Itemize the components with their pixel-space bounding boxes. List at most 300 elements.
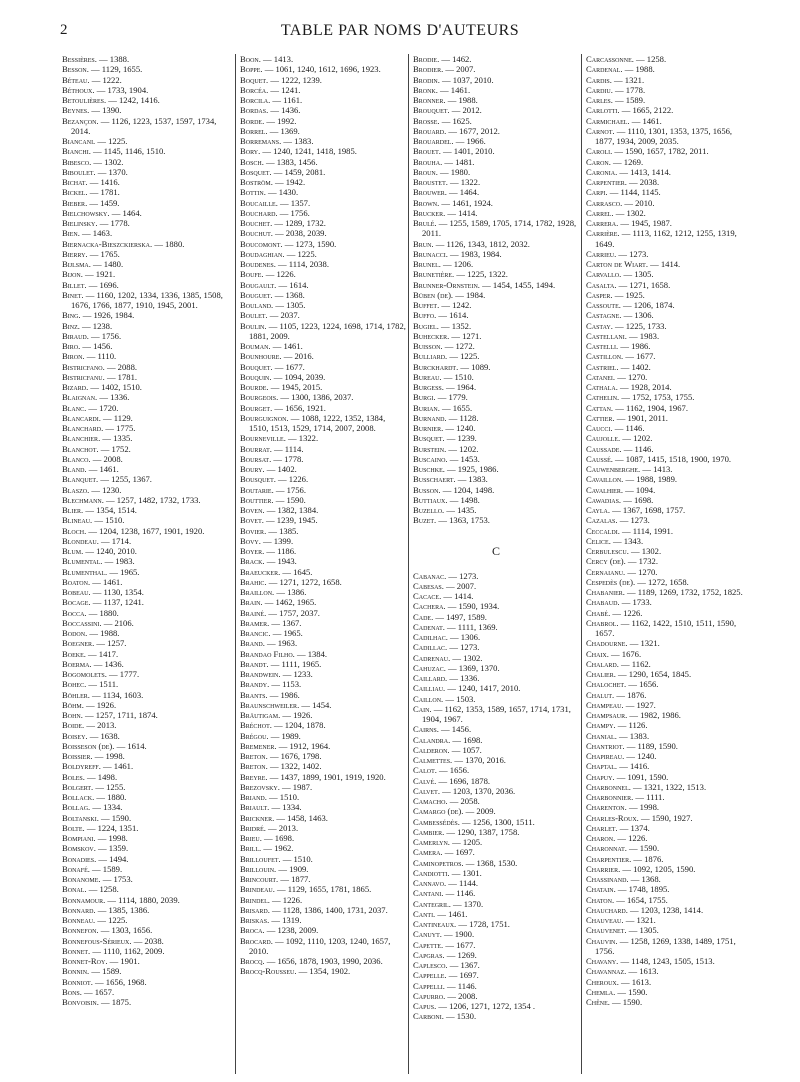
page-references: — 2007. <box>446 580 477 591</box>
page-references: — 1614. <box>438 310 469 321</box>
index-entry <box>586 833 752 843</box>
page-references: — 1613. <box>628 966 659 977</box>
index-entry <box>586 638 752 648</box>
index-entry <box>586 679 752 689</box>
index-entry <box>240 362 406 372</box>
page-references: — 1876. <box>633 853 664 864</box>
author-name: Bureau. <box>413 371 442 382</box>
page-references: — 1732. <box>627 556 658 567</box>
author-name: Bonnin. <box>62 966 90 977</box>
page-references: — 1657. <box>84 986 115 997</box>
page-references: — 1655. <box>442 402 473 413</box>
page-references: — 1964. <box>446 382 477 392</box>
index-entry <box>586 423 752 433</box>
index-entry <box>62 833 232 843</box>
author-name: Brandy. <box>240 679 270 690</box>
author-name: Bourrat. <box>240 443 272 454</box>
author-name: Brosse. <box>413 115 440 126</box>
page-references: — 1390. <box>91 105 122 116</box>
author-name: Bouguet. <box>240 289 273 300</box>
index-entry <box>413 249 579 259</box>
author-name: Cappelli. <box>413 980 445 991</box>
index-entry <box>240 474 406 484</box>
author-name: Cairns. <box>413 724 439 735</box>
author-name: Carrieu. <box>586 248 617 259</box>
page-references: — 1697. <box>448 970 479 981</box>
page-references: — 1370. <box>97 166 128 177</box>
author-name: Brulé. <box>413 218 437 228</box>
index-entry <box>62 956 232 966</box>
page-references: — 1481. <box>444 156 475 167</box>
author-name: Burian. <box>413 402 440 413</box>
page-references: — 1367, 1698, 1757. <box>612 505 686 515</box>
author-name: Bonanome. <box>62 874 101 884</box>
index-entry <box>240 105 406 115</box>
author-name: Buisson. <box>413 341 443 351</box>
index-entry <box>586 372 752 382</box>
index-entry <box>62 105 232 115</box>
page-references: — 1781. <box>106 371 138 382</box>
page-references: — 1461. <box>631 115 662 126</box>
index-entry <box>240 95 406 105</box>
author-name: Bocage. <box>62 597 91 608</box>
page-number: 2 <box>60 22 68 38</box>
index-entry <box>62 423 232 433</box>
author-name: Caujolle. <box>586 433 621 444</box>
index-entry <box>240 351 406 361</box>
author-name: Boon. <box>240 54 261 64</box>
page-references: — 1464. <box>449 187 480 198</box>
page-references: — 1590, 1657, 1782, 2011. <box>614 146 709 157</box>
author-name: Boven. <box>240 505 265 515</box>
author-name: Cheroux. <box>586 976 619 987</box>
index-entry <box>413 300 579 310</box>
index-entry <box>240 310 406 320</box>
page-references: — 1401, 2010. <box>443 146 495 157</box>
page-references: — 1206, 1271, 1272, 1354 . <box>438 1001 536 1011</box>
index-entry <box>240 485 406 495</box>
index-entry <box>240 956 406 966</box>
page-references: — 1530. <box>446 1011 477 1022</box>
author-name: Cernaianu. <box>586 566 626 577</box>
author-name: Carnot. <box>586 125 615 136</box>
page-references: — 1656. <box>439 765 470 776</box>
index-entry <box>413 495 579 505</box>
index-entry <box>62 249 232 259</box>
page-references: — 1463. <box>82 228 113 239</box>
author-name: Chaix. <box>586 648 609 659</box>
index-entry <box>62 751 232 761</box>
author-name: Calandra. <box>413 734 451 745</box>
author-name: Casper. <box>586 289 613 300</box>
page-references: — 1461, 1924. <box>441 197 493 208</box>
index-entry <box>413 847 579 857</box>
page-references: — 1456. <box>441 724 472 735</box>
page-references: — 1273. <box>619 515 650 526</box>
page-references: — 1374. <box>619 822 650 833</box>
author-name: Bolte. <box>62 822 85 833</box>
author-name: Chabanier. <box>586 587 625 597</box>
index-entry <box>586 731 752 741</box>
author-name: Bronk. <box>413 84 438 95</box>
page-references: — 1092, 1205, 1590. <box>622 863 696 874</box>
author-name: Cazalas. <box>586 515 618 526</box>
index-entry <box>62 331 232 341</box>
author-name: Cabesas. <box>413 580 444 591</box>
author-name: Chavannaz. <box>586 966 627 977</box>
index-entry <box>62 341 232 351</box>
index-entry <box>586 556 752 566</box>
index-entry <box>586 618 752 639</box>
author-name: Buscaino. <box>413 453 448 464</box>
index-entry <box>62 802 232 812</box>
author-name: Brodier. <box>413 64 444 75</box>
author-name: Bosch. <box>240 156 264 167</box>
author-name: Camargo (de). <box>413 806 464 817</box>
author-name: Bonnefon. <box>62 925 99 936</box>
page-references: — 1148, 1243, 1505, 1513. <box>620 956 715 966</box>
page-references: — 1383. <box>619 730 650 741</box>
page-references: — 1756. <box>91 330 122 341</box>
page-references: — 2007. <box>445 64 476 75</box>
index-column-4 <box>581 54 752 1074</box>
author-name: Bizard. <box>62 382 89 392</box>
page-references: — 1128, 1386, 1400, 1731, 2037. <box>272 904 388 915</box>
page-references: — 1511. <box>88 679 119 690</box>
author-name: Cavalhier. <box>586 484 623 495</box>
index-entry <box>586 105 752 115</box>
index-entry <box>62 823 232 833</box>
author-name: Bourget. <box>240 402 273 413</box>
page-references: — 1240. <box>445 423 476 433</box>
author-name: Bielinsky. <box>62 218 98 228</box>
author-name: Cadrenau. <box>413 652 451 663</box>
author-name: Cabanac. <box>413 570 447 581</box>
author-name: Champsaur. <box>586 710 628 720</box>
page-references: — 1305. <box>628 925 659 936</box>
index-entry <box>62 64 232 74</box>
author-name: Bollack. <box>62 792 95 802</box>
page-references: — 1146. <box>447 980 477 991</box>
index-entry <box>240 567 406 577</box>
page-references: — 1321. <box>614 74 645 85</box>
index-entry <box>586 126 752 147</box>
page-references: — 1240, 1417, 2010. <box>447 683 521 694</box>
author-name: Burstein. <box>413 443 447 454</box>
author-name: Buffet. <box>413 300 440 310</box>
author-name: Boucomont. <box>240 238 283 249</box>
author-name: Cambier. <box>413 826 445 837</box>
author-name: Boulet. <box>240 310 268 321</box>
author-name: Chêne. <box>586 997 610 1007</box>
author-name: Cantegril. <box>413 898 451 909</box>
author-name: Boury. <box>240 464 265 474</box>
page-references: — 1359. <box>98 843 129 854</box>
index-entry <box>586 690 752 700</box>
index-entry <box>240 905 406 915</box>
author-name: Champy. <box>586 720 616 731</box>
author-name: Borde. <box>240 115 265 126</box>
author-name: Chadourne. <box>586 638 628 649</box>
page-references: — 1696. <box>88 279 119 290</box>
page-references: — 1273, 1590. <box>284 238 337 249</box>
author-name: Brunetière. <box>413 269 455 280</box>
author-name: Borremans. <box>240 136 282 146</box>
page-references: — 1779. <box>437 392 468 403</box>
page-references: — 1368. <box>630 874 661 884</box>
author-name: Bezançon. <box>62 115 99 126</box>
index-entry <box>413 683 579 693</box>
author-name: Boccassini. <box>62 617 102 628</box>
index-entry <box>586 895 752 905</box>
page-references: — 1357. <box>280 197 311 208</box>
page-references: — 1126, 1223, 1537, 1597, 1734, 2014. <box>71 115 217 136</box>
index-entry <box>586 741 752 751</box>
author-name: Bonvoisin. <box>62 997 99 1007</box>
author-name: Bierry. <box>62 248 88 259</box>
page-references: — 1926, 1984. <box>82 310 135 321</box>
page-references: — 1110, 1301, 1353, 1375, 1656, 1877, 1934, 2009, 2035. <box>595 125 733 146</box>
index-entry <box>240 515 406 525</box>
author-name: Brainé. <box>240 607 267 618</box>
index-entry <box>413 1001 579 1011</box>
index-entry <box>62 915 232 925</box>
page-references: — 1942. <box>275 177 306 187</box>
author-name: Blanco. <box>62 453 91 464</box>
author-name: Cattan. <box>586 402 614 413</box>
author-name: Capgras. <box>413 949 445 960</box>
index-entry <box>586 761 752 771</box>
page-references: — 1269. <box>446 949 477 960</box>
page-references: — 2012. <box>451 105 482 116</box>
author-name: Bonafé. <box>62 863 90 874</box>
page-references: — 1226. <box>265 269 296 280</box>
index-entry <box>62 690 232 700</box>
page-references: — 1462. <box>441 54 472 64</box>
author-name: Camera. <box>413 847 443 858</box>
page-references: — 1241. <box>270 84 301 95</box>
index-entry <box>586 813 752 823</box>
index-entry <box>62 649 232 659</box>
index-entry <box>240 741 406 751</box>
author-name: Cachera. <box>413 601 446 612</box>
author-name: Caminopetros. <box>413 857 464 868</box>
author-name: Ceccaldi. <box>586 525 620 536</box>
index-entry <box>586 392 752 402</box>
page-references: — 1928, 2014. <box>620 382 672 392</box>
index-entry <box>586 433 752 443</box>
author-name: Bonnard. <box>62 904 96 915</box>
index-entry <box>413 776 579 786</box>
author-name: Calderon. <box>413 744 450 755</box>
page-references: — 1464. <box>111 207 142 218</box>
author-name: Chapuy. <box>586 771 615 782</box>
index-entry <box>240 536 406 546</box>
index-column-1 <box>62 54 232 1074</box>
author-name: Billet. <box>62 279 87 290</box>
index-entry <box>413 157 579 167</box>
index-entry <box>62 864 232 874</box>
page-references: — 1656, 1921. <box>274 402 326 413</box>
page-references: — 1146. <box>445 888 476 899</box>
index-entry <box>240 966 406 976</box>
page-references: — 1987. <box>282 781 313 792</box>
author-name: Bousquet. <box>240 474 276 485</box>
page-references: — 1456. <box>82 341 113 351</box>
page-references: — 1092, 1110, 1203, 1240, 1657, 2010. <box>249 935 391 956</box>
author-name: Cavaillon. <box>586 474 624 485</box>
index-entry <box>62 761 232 771</box>
author-name: Busson. <box>413 484 441 495</box>
index-entry <box>62 392 232 402</box>
author-name: Boursat. <box>240 453 272 464</box>
index-entry <box>586 249 752 259</box>
author-name: Brouardel. <box>413 136 454 146</box>
index-entry <box>413 981 579 991</box>
author-name: Bons. <box>62 986 82 997</box>
author-name: Chauchard. <box>586 904 628 915</box>
author-name: Bomskov. <box>62 843 96 854</box>
page-references: — 1498. <box>87 771 118 782</box>
author-name: Braeucker. <box>240 566 281 577</box>
index-entry <box>413 796 579 806</box>
index-entry <box>240 659 406 669</box>
author-name: Bijon. <box>62 269 83 280</box>
author-name: Calvé. <box>413 775 437 786</box>
author-name: Cawadias. <box>586 494 622 505</box>
index-entry <box>413 177 579 187</box>
author-name: Briault. <box>240 802 270 813</box>
index-entry <box>586 823 752 833</box>
author-name: Bottin. <box>240 187 266 198</box>
page-references: — 1225, 1322. <box>456 269 508 280</box>
author-name: Burgess. <box>413 382 444 392</box>
index-entry <box>413 464 579 474</box>
index-entry <box>586 546 752 556</box>
index-entry <box>62 269 232 279</box>
index-entry <box>62 813 232 823</box>
author-name: Bompiani. <box>62 833 96 843</box>
index-entry <box>586 85 752 95</box>
index-entry <box>586 843 752 853</box>
index-entry <box>240 239 406 249</box>
page-references: — 1459. <box>89 197 120 208</box>
page-references: — 1880. <box>154 238 185 249</box>
author-name: Bordas. <box>240 105 269 116</box>
index-entry <box>240 679 406 689</box>
page-references: — 1399. <box>263 535 294 546</box>
page-references: — 1305. <box>623 269 654 280</box>
page-references: — 1921. <box>85 269 116 280</box>
index-entry <box>586 310 752 320</box>
index-entry <box>586 669 752 679</box>
author-name: Carrière. <box>586 228 620 239</box>
index-entry <box>62 710 232 720</box>
author-name: Charrier. <box>586 863 621 874</box>
index-entry <box>586 64 752 74</box>
index-entry <box>586 146 752 156</box>
index-entry <box>240 782 406 792</box>
author-name: Caroli. <box>586 146 613 157</box>
author-name: Blum. <box>62 546 84 556</box>
author-name: Burckhardt. <box>413 361 459 372</box>
page-references: — 1697. <box>444 847 475 858</box>
author-name: Bianchi. <box>62 146 91 157</box>
index-entry <box>240 720 406 730</box>
page-references: — 1945, 1987. <box>620 218 672 228</box>
index-entry <box>240 433 406 443</box>
author-name: Bovet. <box>240 515 264 526</box>
page-references: — 1876. <box>616 689 647 700</box>
author-name: Bland. <box>62 464 87 474</box>
index-entry <box>413 581 579 591</box>
page-references: — 1367. <box>449 960 480 970</box>
index-entry <box>413 372 579 382</box>
author-name: Carton de Wiart. <box>586 259 648 269</box>
author-name: Chabrol. <box>586 617 619 628</box>
author-name: Bessières. <box>62 54 97 64</box>
page-references: — 1436. <box>270 105 301 116</box>
page-references: — 1225. <box>449 351 480 362</box>
index-entry <box>586 854 752 864</box>
author-name: Blaszo. <box>62 484 90 495</box>
page-references: — 1354, 1902. <box>298 966 351 977</box>
page-references: — 1258. <box>636 54 667 64</box>
author-name: Cantineaux. <box>413 919 457 929</box>
page-references: — 1257, 1711, 1874. <box>85 710 158 720</box>
index-entry <box>62 628 232 638</box>
author-name: Borrel. <box>240 125 268 136</box>
author-name: Boufe. <box>240 269 264 280</box>
author-name: Capus. <box>413 1001 437 1011</box>
author-name: Cantani. <box>413 888 444 899</box>
index-entry <box>240 843 406 853</box>
author-name: Cappelle. <box>413 970 447 981</box>
index-entry <box>62 239 232 249</box>
page-references: — 1436. <box>93 658 124 669</box>
author-name: Bocca. <box>62 607 87 618</box>
index-entry <box>240 587 406 597</box>
author-name: Cathelin. <box>586 392 620 403</box>
page-references: — 1110. <box>86 351 117 362</box>
author-name: Cerbulescu. <box>586 546 629 556</box>
index-entry <box>240 638 406 648</box>
author-name: Binet. <box>62 289 84 300</box>
author-name: Cadilhac. <box>413 632 448 642</box>
index-entry <box>240 577 406 587</box>
author-name: Brouwer. <box>413 187 447 198</box>
author-name: Caillon. <box>413 693 444 704</box>
author-name: Casalta. <box>586 279 617 290</box>
index-entry <box>240 259 406 269</box>
page-references: — 1756. <box>279 207 310 218</box>
author-name: Brisard. <box>240 904 270 915</box>
page-references: — 1204, 1878. <box>274 720 326 731</box>
index-entry <box>62 505 232 515</box>
index-entry <box>240 249 406 259</box>
author-name: Bolgert. <box>62 781 94 792</box>
index-entry <box>413 899 579 909</box>
index-entry <box>240 618 406 628</box>
page-references: — 1638. <box>89 730 120 741</box>
author-name: Bougault. <box>240 279 277 290</box>
index-entry <box>413 392 579 402</box>
page-references: — 1962. <box>263 843 294 854</box>
page-references: — 1416. <box>89 177 120 187</box>
page-references: — 1454. <box>301 699 332 710</box>
author-name: Buschke. <box>413 464 445 474</box>
index-entry <box>62 536 232 546</box>
